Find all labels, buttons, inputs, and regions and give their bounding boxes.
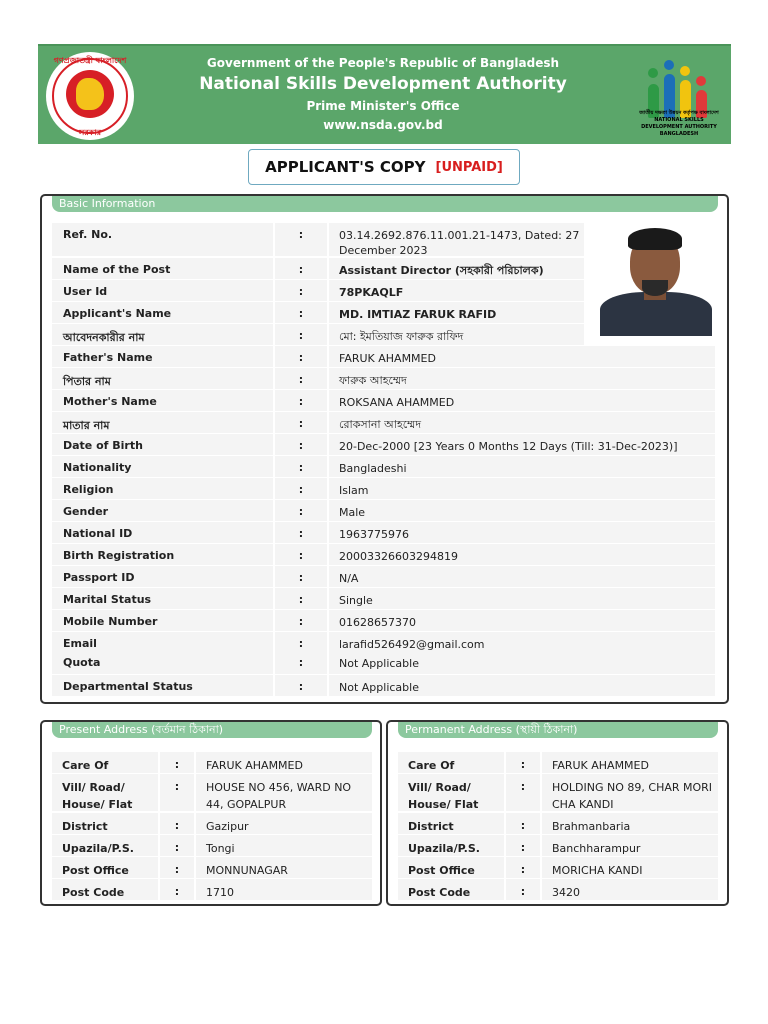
info-label: Nationality (52, 456, 273, 477)
address-label: Vill/ Road/ House/ Flat (398, 774, 504, 811)
info-value: Bangladeshi (329, 456, 715, 477)
present-address-row (52, 752, 372, 773)
present-address-row (52, 857, 372, 878)
info-value: Male (329, 500, 715, 521)
address-value: MONNUNAGAR (196, 857, 372, 878)
address-label: Upazila/P.S. (52, 835, 158, 856)
address-label: Vill/ Road/ House/ Flat (52, 774, 158, 811)
info-value: ROKSANA AHAMMED (329, 390, 715, 411)
info-colon: : (275, 324, 327, 345)
info-colon: : (275, 478, 327, 499)
info-value: Not Applicable (329, 651, 715, 674)
info-colon: : (275, 632, 327, 653)
present-address-panel (40, 720, 382, 906)
government-title: Government of the People's Republic of Bangladesh (206, 56, 560, 70)
address-value: FARUK AHAMMED (542, 752, 718, 773)
info-value: MD. IMTIAZ FARUK RAFID (329, 302, 584, 323)
address-colon: : (160, 835, 194, 856)
info-value: larafid526492@gmail.com (329, 632, 715, 653)
info-value: রোকসানা আহম্মেদ (329, 412, 715, 433)
address-label: Care Of (52, 752, 158, 773)
copy-title: APPLICANT'S COPY (265, 158, 426, 176)
address-colon: : (506, 857, 540, 878)
address-colon: : (506, 835, 540, 856)
website-link[interactable]: www.nsda.gov.bd (323, 118, 443, 132)
info-colon: : (275, 544, 327, 565)
info-value: Islam (329, 478, 715, 499)
info-label: Father's Name (52, 346, 273, 367)
info-label: User Id (52, 280, 273, 301)
applicant-photo (598, 226, 718, 340)
info-value: Assistant Director (সহকারী পরিচালক) (329, 258, 584, 279)
info-label: Marital Status (52, 588, 273, 609)
info-value: 78PKAQLF (329, 280, 584, 301)
info-colon: : (275, 434, 327, 455)
applicant-copy-box (248, 149, 520, 185)
info-label: Mobile Number (52, 610, 273, 631)
info-label: Quota (52, 651, 273, 674)
info-value: 1963775976 (329, 522, 715, 543)
address-value: Banchharampur (542, 835, 718, 856)
address-value: 3420 (542, 879, 718, 900)
info-colon: : (275, 651, 327, 674)
info-colon: : (275, 302, 327, 323)
info-label: মাতার নাম (52, 412, 273, 433)
info-label: Applicant's Name (52, 302, 273, 323)
info-label: আবেদনকারীর নাম (52, 324, 273, 345)
office-title: Prime Minister's Office (306, 99, 460, 113)
nsda-logo-icon (634, 54, 724, 140)
permanent-address-row (398, 857, 718, 878)
info-value: 01628657370 (329, 610, 715, 631)
address-label: Post Code (398, 879, 504, 900)
address-value: HOUSE NO 456, WARD NO 44, GOPALPUR (196, 774, 372, 811)
info-value: 20003326603294819 (329, 544, 715, 565)
info-label: Date of Birth (52, 434, 273, 455)
basic-information-panel (40, 194, 729, 704)
address-colon: : (160, 879, 194, 900)
info-label: Ref. No. (52, 223, 273, 256)
basic-information-title: Basic Information (52, 196, 718, 212)
present-address-row (52, 879, 372, 900)
info-value: ফারুক আহম্মেদ (329, 368, 715, 389)
info-colon: : (275, 610, 327, 631)
address-colon: : (160, 774, 194, 811)
info-colon: : (275, 223, 327, 256)
info-colon: : (275, 390, 327, 411)
address-value: Brahmanbaria (542, 813, 718, 834)
info-colon: : (275, 412, 327, 433)
info-value: Single (329, 588, 715, 609)
address-colon: : (506, 879, 540, 900)
permanent-address-row (398, 813, 718, 834)
address-value: FARUK AHAMMED (196, 752, 372, 773)
address-label: District (52, 813, 158, 834)
present-address-title: Present Address (বর্তমান ঠিকানা) (52, 722, 372, 738)
address-label: Post Code (52, 879, 158, 900)
info-label: Mother's Name (52, 390, 273, 411)
address-value: MORICHA KANDI (542, 857, 718, 878)
header-text (148, 46, 618, 132)
address-colon: : (506, 813, 540, 834)
address-label: Post Office (398, 857, 504, 878)
payment-status-badge: [UNPAID] (435, 159, 503, 175)
address-colon: : (506, 774, 540, 811)
info-value: FARUK AHAMMED (329, 346, 715, 367)
address-value: Tongi (196, 835, 372, 856)
info-colon: : (275, 280, 327, 301)
info-value: 20-Dec-2000 [23 Years 0 Months 12 Days (Till: 31-Dec-2023)] (329, 434, 715, 455)
permanent-address-panel (386, 720, 729, 906)
info-label: Birth Registration (52, 544, 273, 565)
permanent-address-row (398, 879, 718, 900)
info-colon: : (275, 588, 327, 609)
info-colon: : (275, 368, 327, 389)
address-label: Post Office (52, 857, 158, 878)
info-colon: : (275, 258, 327, 279)
address-colon: : (506, 752, 540, 773)
address-label: District (398, 813, 504, 834)
address-label: Care Of (398, 752, 504, 773)
present-address-row (52, 813, 372, 834)
info-value: 03.14.2692.876.11.001.21-1473, Dated: 27 December 2023 (329, 223, 584, 256)
present-address-row (52, 835, 372, 856)
permanent-address-row (398, 774, 718, 811)
info-label: Name of the Post (52, 258, 273, 279)
address-value: Gazipur (196, 813, 372, 834)
emblem-text-top: গণপ্রজাতন্ত্রী বাংলাদেশ (53, 56, 127, 65)
info-colon: : (275, 346, 327, 367)
info-colon: : (275, 522, 327, 543)
address-value: HOLDING NO 89, CHAR MORI CHA KANDI (542, 774, 718, 811)
info-label: Religion (52, 478, 273, 499)
authority-title: National Skills Development Authority (199, 74, 567, 94)
address-colon: : (160, 857, 194, 878)
permanent-address-row (398, 835, 718, 856)
address-colon: : (160, 813, 194, 834)
info-label: Passport ID (52, 566, 273, 587)
info-label: Departmental Status (52, 675, 273, 696)
address-label: Upazila/P.S. (398, 835, 504, 856)
address-value: 1710 (196, 879, 372, 900)
permanent-address-title: Permanent Address (স্থায়ী ঠিকানা) (398, 722, 718, 738)
present-address-row (52, 774, 372, 811)
address-colon: : (160, 752, 194, 773)
info-colon: : (275, 500, 327, 521)
info-colon: : (275, 675, 327, 696)
nsda-logo-caption: জাতীয় দক্ষতা উন্নয়ন কর্তৃপক্ষ বাংলাদেশ NATIONAL SKILLS DEVELOPMENT AUTHORITY BANGLADESH (639, 110, 719, 137)
info-value: N/A (329, 566, 715, 587)
bangladesh-emblem-icon (46, 52, 134, 140)
info-label: National ID (52, 522, 273, 543)
emblem-text-bottom: সরকার (78, 128, 101, 137)
info-colon: : (275, 456, 327, 477)
info-label: Gender (52, 500, 273, 521)
info-value: মো: ইমতিয়াজ ফারুক রাফিদ (329, 324, 584, 345)
info-value: Not Applicable (329, 675, 715, 696)
info-label: Email (52, 632, 273, 653)
info-label: পিতার নাম (52, 368, 273, 389)
header-banner (38, 44, 731, 144)
info-colon: : (275, 566, 327, 587)
permanent-address-row (398, 752, 718, 773)
